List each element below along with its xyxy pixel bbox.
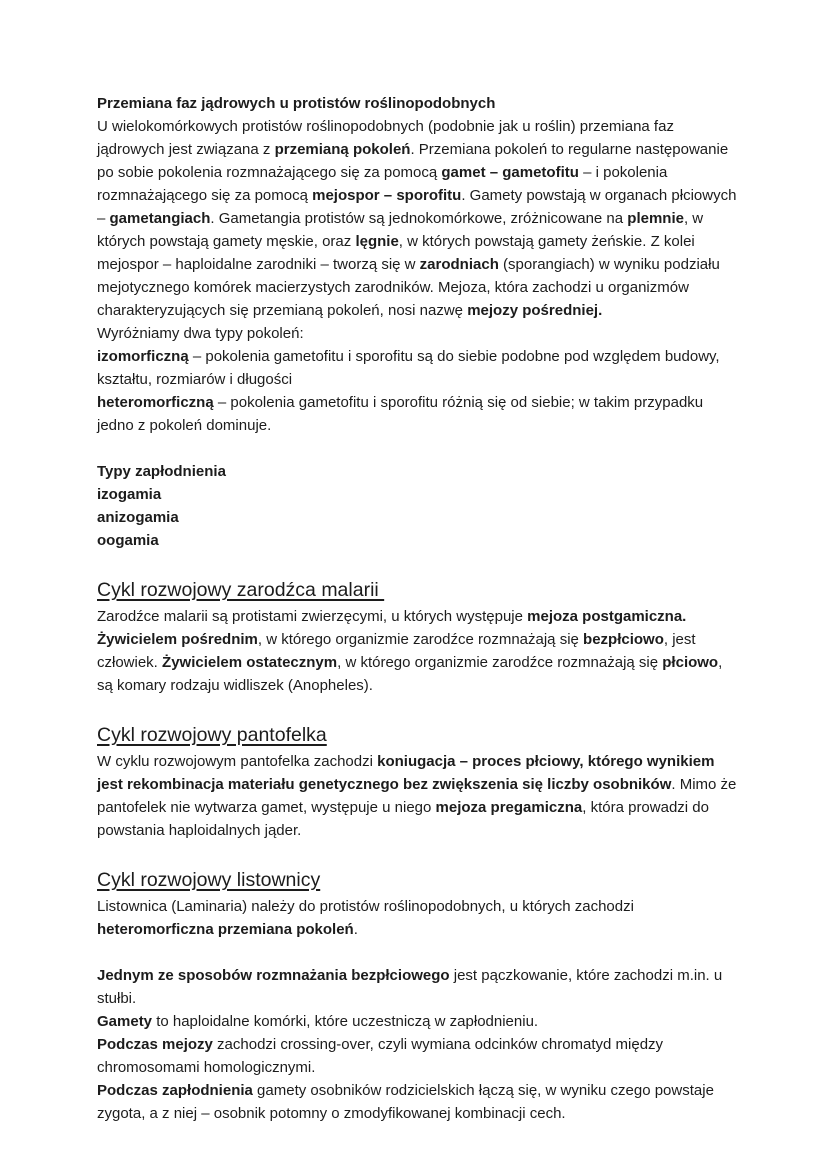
paragraph — [97, 1010, 742, 1033]
paragraph-spacer — [97, 552, 742, 575]
paragraph — [97, 391, 742, 437]
text-run: . Gamety powstają w organach płciowych – — [97, 187, 737, 227]
text-run: – i pokolenia rozmnażającego się za pomocą — [97, 164, 668, 204]
text-run: , w których powstają gamety męskie, oraz — [97, 210, 704, 250]
text-run: zachodzi crossing-over, czyli wymiana odcinków chromatyd między chromosomami homologicznymi. — [97, 1036, 664, 1076]
bold-text-run: lęgnie — [355, 233, 399, 250]
bold-text-run: płciowo — [662, 654, 719, 671]
bold-text-run: przemianą pokoleń — [274, 141, 411, 158]
bold-text-run: izomorficzną — [97, 348, 189, 365]
text-run: , w którego organizmie zarodźce rozmnażają się — [337, 654, 663, 671]
bold-text-run: mejoza pregamiczna — [435, 799, 583, 816]
paragraph — [97, 529, 742, 552]
section-heading — [97, 575, 742, 605]
section-heading — [97, 865, 742, 895]
bold-text-run: mejospor – sporofitu — [312, 187, 462, 204]
text-run: , w którego organizmie zarodźce rozmnażają się — [257, 631, 584, 648]
text-run: , w których powstają gamety żeńskie. Z kolei mejospor – haploidalne zarodniki – tworzą się w — [97, 233, 695, 273]
paragraph — [97, 345, 742, 391]
paragraph — [97, 115, 742, 322]
text-run: . — [353, 921, 358, 938]
paragraph — [97, 92, 742, 115]
text-run: – pokolenia gametofitu i sporofitu różnią się od siebie; w takim przypadku jedno z pokoleń dominuje. — [97, 394, 704, 434]
paragraph-spacer — [97, 842, 742, 865]
bold-text-run: mejoza postgamiczna. — [527, 608, 687, 625]
bold-text-run: Podczas mejozy — [97, 1036, 213, 1053]
text-run: to haploidalne komórki, które uczestniczą w zapłodnieniu. — [152, 1013, 539, 1030]
text-run: . Gametangia protistów są jednokomórkowe, zróżnicowane na — [210, 210, 628, 227]
bold-text-run: zarodniach — [419, 256, 499, 273]
text-run: U wielokomórkowych protistów roślinopodobnych (podobnie jak u roślin) przemiana faz jądrowych jest związana z — [97, 118, 674, 158]
paragraph-spacer — [97, 697, 742, 720]
bold-text-run: bezpłciowo — [583, 631, 664, 648]
paragraph — [97, 460, 742, 483]
bold-text-run: Typy zapłodnienia — [97, 463, 226, 480]
bold-text-run: koniugacja – proces płciowy, którego wynikiem jest rekombinacja materiału genetycznego bez zwiększenia się liczby osobników — [97, 753, 715, 793]
bold-text-run: plemnie — [627, 210, 684, 227]
paragraph — [97, 605, 742, 697]
text-run: Wyróżniamy dwa typy pokoleń: — [97, 325, 304, 342]
paragraph — [97, 964, 742, 1010]
text-run: Cykl rozwojowy zarodźca malarii — [97, 579, 385, 601]
paragraph-spacer — [97, 437, 742, 460]
text-run: (sporangiach) w wyniku podziału mejotycznego komórek macierzystych zarodników. Mejoza, która zachodzi u organizmów charakteryzujących się przemianą pokoleń, nosi nazwę — [97, 256, 720, 319]
text-run: , która prowadzi do powstania haploidalnych jąder. — [97, 799, 709, 839]
bold-text-run: Jednym ze sposobów rozmnażania bezpłciowego — [97, 967, 450, 984]
bold-text-run: mejozy pośredniej. — [467, 302, 603, 319]
bold-text-run: Gamety — [97, 1013, 153, 1030]
paragraph — [97, 895, 742, 941]
paragraph — [97, 750, 742, 842]
text-run: Listownica (Laminaria) należy do protistów roślinopodobnych, u których zachodzi — [97, 898, 634, 915]
paragraph-spacer — [97, 941, 742, 964]
text-run: , są komary rodzaju widliszek (Anopheles). — [97, 654, 723, 694]
text-run: . Mimo że pantofelek nie wytwarza gamet, występuje u niego — [97, 776, 737, 816]
bold-text-run: heteromorficzną — [97, 394, 214, 411]
bold-text-run: gametangiach — [109, 210, 211, 227]
text-run: Zarodźce malarii są protistami zwierzęcymi, u których występuje — [97, 608, 528, 625]
text-run: Cykl rozwojowy pantofelka — [97, 724, 327, 746]
bold-text-run: anizogamia — [97, 509, 179, 526]
bold-text-run: Żywicielem pośrednim — [97, 631, 258, 648]
section-heading — [97, 720, 742, 750]
bold-text-run: oogamia — [97, 532, 159, 549]
text-run: jest pączkowanie, które zachodzi m.in. u stułbi. — [97, 967, 723, 1007]
paragraph — [97, 506, 742, 529]
document-content — [97, 92, 742, 1125]
text-run: – pokolenia gametofitu i sporofitu są do siebie podobne pod względem budowy, kształtu, rozmiarów i długości — [97, 348, 720, 388]
text-run: . Przemiana pokoleń to regularne następowanie po sobie pokolenia rozmnażającego się za pomocą — [97, 141, 729, 181]
text-run: Cykl rozwojowy listownicy — [97, 869, 321, 891]
bold-text-run: izogamia — [97, 486, 162, 503]
bold-text-run: Przemiana faz jądrowych u protistów roślinopodobnych — [97, 95, 496, 112]
bold-text-run: gamet – gametofitu — [441, 164, 579, 181]
bold-text-run: heteromorficzna przemiana pokoleń — [97, 921, 354, 938]
text-run: , jest człowiek. — [97, 631, 696, 671]
bold-text-run: Żywicielem ostatecznym — [162, 654, 338, 671]
paragraph — [97, 322, 742, 345]
paragraph — [97, 1033, 742, 1079]
bold-text-run: Podczas zapłodnienia — [97, 1082, 253, 1099]
text-run: W cyklu rozwojowym pantofelka zachodzi — [97, 753, 378, 770]
text-run: gamety osobników rodzicielskich łączą się, w wyniku czego powstaje zygota, a z niej – osobnik potomny o zmodyfikowanej kombinacji cech. — [97, 1082, 714, 1122]
paragraph — [97, 1079, 742, 1125]
paragraph — [97, 483, 742, 506]
